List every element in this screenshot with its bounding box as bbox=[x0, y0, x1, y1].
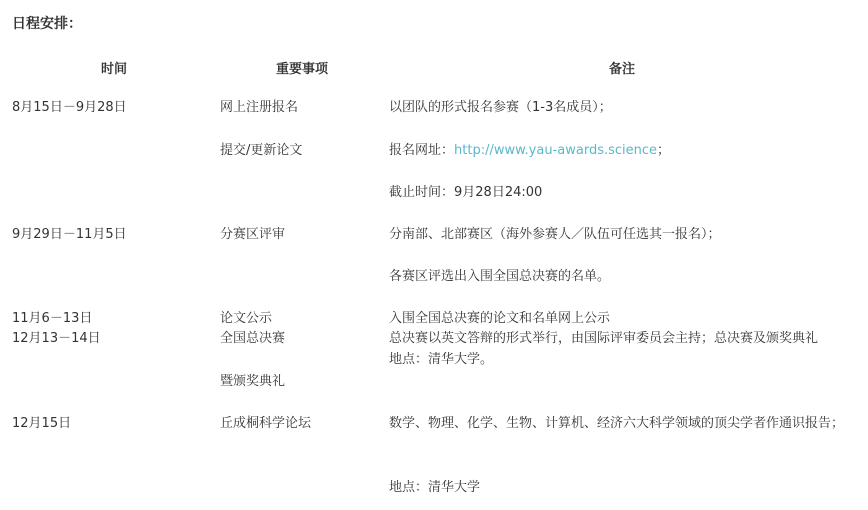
url-prefix: 报名网址： bbox=[389, 143, 455, 158]
row3-item-ceremony: 暨颁奖典礼 bbox=[220, 374, 286, 389]
header-note: 备注 bbox=[609, 62, 636, 77]
row1-note-deadline: 截止时间：9月28日24:00 bbox=[389, 185, 543, 200]
row2-time: 9月29日－11月5日 bbox=[12, 227, 127, 242]
row3-note-final: 总决赛以英文答辩的形式举行，由国际评审委员会主持；总决赛及颁奖典礼 bbox=[389, 331, 819, 346]
row2-note-regions: 分南部、北部赛区（海外参赛人／队伍可任选其一报名）； bbox=[389, 227, 721, 242]
row4-note-location: 地点：清华大学 bbox=[389, 480, 481, 495]
row1-note-url bbox=[389, 141, 670, 161]
row2-note-finalists: 各赛区评选出入围全国总决赛的名单。 bbox=[389, 269, 611, 284]
row3-time-1: 11月6－13日 bbox=[12, 311, 93, 326]
header-time: 时间 bbox=[101, 62, 128, 77]
row3-note-location: 地点：清华大学。 bbox=[389, 352, 494, 367]
row1-item-submit: 提交/更新论文 bbox=[220, 143, 303, 158]
row4-time: 12月15日 bbox=[12, 416, 72, 431]
row3-item-publicity: 论文公示 bbox=[220, 311, 273, 326]
row3-item-final: 全国总决赛 bbox=[220, 331, 286, 346]
row3-note-publicity: 入围全国总决赛的论文和名单网上公示 bbox=[389, 311, 611, 326]
row1-note-team: 以团队的形式报名参赛（1-3名成员）； bbox=[389, 100, 612, 115]
row2-item-review: 分赛区评审 bbox=[220, 227, 286, 242]
section-title: 日程安排： bbox=[12, 16, 82, 32]
registration-link[interactable]: http://www.yau-awards.science bbox=[454, 143, 658, 158]
row1-item-register: 网上注册报名 bbox=[220, 100, 299, 115]
url-suffix: ； bbox=[657, 143, 671, 158]
header-item: 重要事项 bbox=[276, 62, 329, 77]
row4-item-forum: 丘成桐科学论坛 bbox=[220, 416, 312, 431]
row1-time: 8月15日－9月28日 bbox=[12, 100, 127, 115]
row4-note-scholars: 数学、物理、化学、生物、计算机、经济六大科学领域的顶尖学者作通识报告； bbox=[389, 416, 845, 431]
row3-time-2: 12月13－14日 bbox=[12, 331, 101, 346]
